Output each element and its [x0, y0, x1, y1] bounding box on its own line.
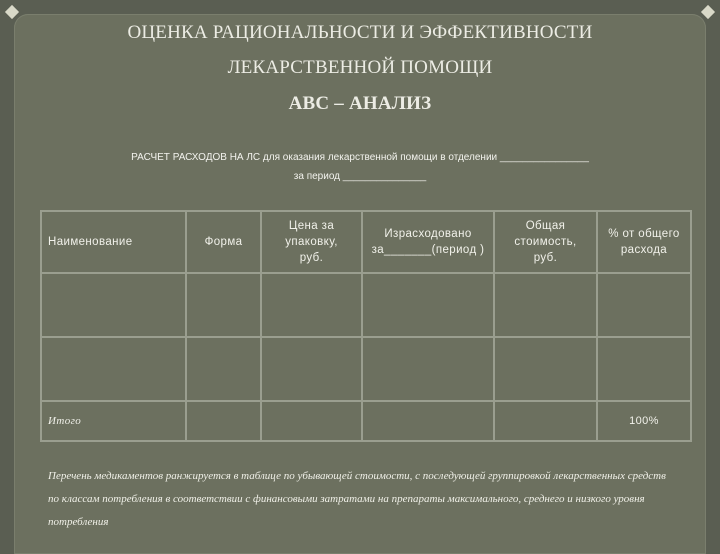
total-label: Итого [41, 401, 186, 441]
table-cell [41, 273, 186, 337]
table-cell [186, 401, 261, 441]
table-row [41, 337, 691, 401]
table-cell [494, 337, 597, 401]
header-price: Цена за упаковку, руб. [261, 211, 362, 273]
table-cell [186, 337, 261, 401]
table-cell [362, 337, 494, 401]
table-cell [41, 337, 186, 401]
corner-diamond-right [701, 5, 715, 19]
table-cell [494, 401, 597, 441]
table-total-row [41, 401, 691, 441]
table-cell [597, 273, 691, 337]
title-line-1: ОЦЕНКА РАЦИОНАЛЬНОСТИ И ЭФФЕКТИВНОСТИ [127, 22, 593, 43]
corner-diamond-left [5, 5, 19, 19]
footnote: Перечень медикаментов ранжируется в таблице по убывающей стоимости, с последующей группировкой лекарственных средств по классам потребления в соответствии с финансовыми затратами на препараты максимального, среднего и низкого уровня потребления [48, 470, 666, 528]
header-form: Форма [186, 211, 261, 273]
header-percent: % от общего расхода [597, 211, 691, 273]
table-header-row [41, 211, 691, 273]
header-total-cost: Общая стоимость, руб. [494, 211, 597, 273]
title-line-3: ABC – АНАЛИЗ [288, 93, 432, 114]
subtitle-line-2: за период _______________ [293, 171, 427, 182]
table-cell [494, 273, 597, 337]
expense-table [40, 210, 692, 442]
header-consumed: Израсходовано за_______(период ) [362, 211, 494, 273]
table-cell [362, 273, 494, 337]
table-cell [261, 337, 362, 401]
table-cell [597, 337, 691, 401]
title-line-2: ЛЕКАРСТВЕННОЙ ПОМОЩИ [227, 57, 493, 78]
subtitle-line-1: РАСЧЕТ РАСХОДОВ НА ЛС для оказания лекарственной помощи в отделении ________________ [131, 152, 589, 163]
table-cell [362, 401, 494, 441]
table-cell [186, 273, 261, 337]
table-cell [261, 401, 362, 441]
table-row [41, 273, 691, 337]
total-percent: 100% [597, 401, 691, 441]
table-cell [261, 273, 362, 337]
header-name: Наименование [41, 211, 186, 273]
